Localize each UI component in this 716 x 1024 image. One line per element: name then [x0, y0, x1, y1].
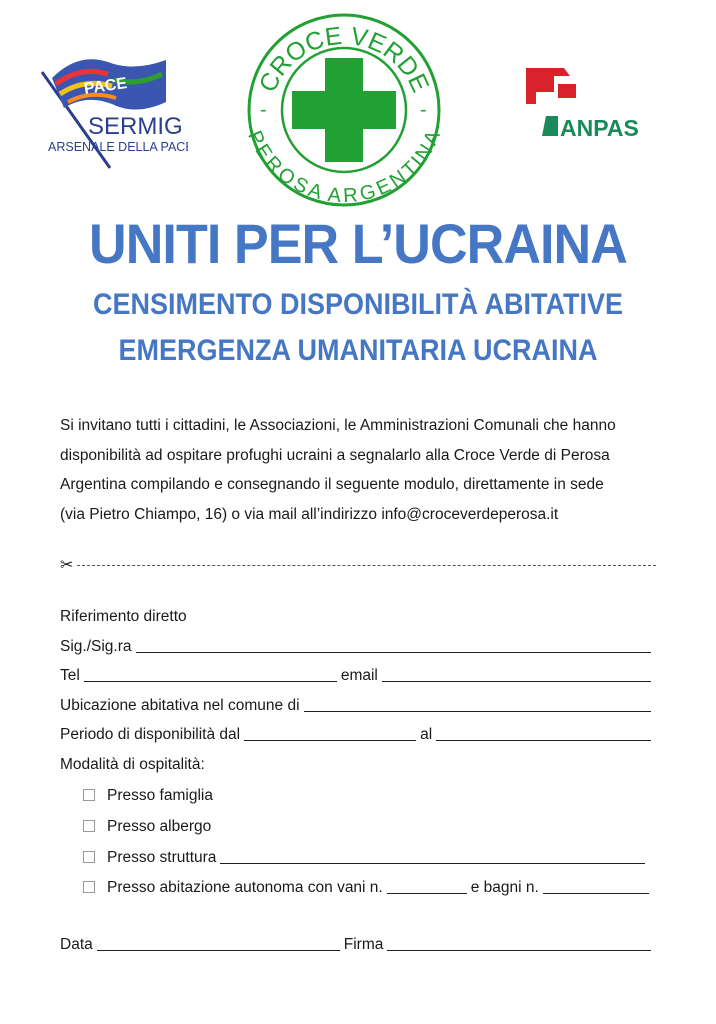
anpas-logo: [518, 62, 660, 142]
form-row-riferimento: [60, 604, 655, 626]
albergo-checkbox[interactable]: [83, 820, 95, 832]
period-to-field[interactable]: [436, 726, 651, 741]
tel-label: Tel: [60, 667, 80, 684]
svg-text:-: -: [420, 99, 427, 121]
dashed-divider: [77, 565, 656, 566]
sermig-name: SERMIG: [88, 113, 183, 140]
abitazione-label: Presso abitazione autonoma con vani n.: [107, 879, 383, 896]
ubicazione-label: Ubicazione abitativa nel comune di: [60, 697, 300, 714]
intro-line: Si invitano tutti i cittadini, le Associazioni, le Amministrazioni Comunali che hanno: [60, 417, 616, 434]
abitazione-checkbox[interactable]: [83, 881, 95, 893]
vani-field[interactable]: [387, 879, 467, 894]
riferimento-label: Riferimento diretto: [60, 608, 187, 625]
periodo-label: Periodo di disponibilità dal: [60, 726, 241, 743]
registration-form: [60, 604, 655, 904]
intro-line: (via Pietro Chiampo, 16) o via mail all’indirizzo info@croceverdeperosa.it: [60, 505, 559, 523]
sermig-logo: [38, 50, 188, 175]
struttura-checkbox[interactable]: [83, 851, 95, 863]
email-label: email: [340, 667, 378, 684]
option-abitazione: [83, 875, 653, 897]
signature-field[interactable]: [387, 936, 651, 951]
option-famiglia: [83, 783, 213, 805]
cut-line: [60, 554, 656, 576]
subtitle-emergency: EMERGENZA UMANITARIA UCRAINA: [118, 334, 598, 367]
form-row-modalita: [60, 752, 655, 774]
famiglia-label: Presso famiglia: [107, 787, 213, 804]
croce-verde-bottom-text: EROSA ARGENTIN: [250, 140, 438, 208]
tel-field[interactable]: [84, 667, 337, 682]
struttura-field[interactable]: [220, 849, 645, 864]
al-label: al: [420, 726, 433, 743]
name-field[interactable]: [136, 638, 651, 653]
bagni-field[interactable]: [543, 879, 649, 894]
albergo-label: Presso albergo: [107, 818, 212, 835]
form-row-signature: [60, 932, 655, 954]
subtitle-census: CENSIMENTO DISPONIBILITÀ ABITATIVE: [92, 288, 624, 321]
location-field[interactable]: [304, 697, 651, 712]
option-albergo: [83, 814, 211, 836]
form-row-contact: [60, 663, 655, 685]
sig-label: Sig./Sig.ra: [60, 638, 132, 655]
form-row-period: [60, 722, 655, 744]
data-label: Data: [60, 936, 93, 953]
modalita-label: Modalità di ospitalità:: [60, 756, 205, 773]
form-row-location: [60, 693, 655, 715]
croce-verde-top-text: CROCE VERDE: [253, 21, 435, 97]
bagni-label: e bagni n.: [470, 879, 539, 896]
page-title: UNITI PER L’UCRAINA: [89, 212, 627, 275]
struttura-label: Presso struttura: [107, 849, 217, 866]
date-field[interactable]: [97, 936, 340, 951]
intro-line: disponibilità ad ospitare profughi ucraini a segnalarlo alla Croce Verde di Perosa: [60, 446, 610, 464]
firma-label: Firma: [343, 936, 384, 953]
anpas-text: ANPAS: [560, 115, 639, 141]
intro-line: Argentina compilando e consegnando il seguente modulo, direttamente in sede: [60, 476, 604, 493]
period-from-field[interactable]: [244, 726, 416, 741]
svg-text:-: -: [260, 99, 267, 121]
option-struttura: [83, 845, 649, 867]
intro-paragraph: [60, 411, 656, 529]
email-field[interactable]: [382, 667, 651, 682]
sermig-tagline: ARSENALE DELLA PACE: [48, 140, 188, 154]
form-row-name: [60, 634, 655, 656]
sermig-flag-text: PACE: [82, 75, 129, 98]
famiglia-checkbox[interactable]: [83, 789, 95, 801]
scissors-icon: ✂: [60, 557, 74, 574]
croce-verde-logo: [246, 12, 442, 208]
signature-section: [60, 932, 655, 956]
